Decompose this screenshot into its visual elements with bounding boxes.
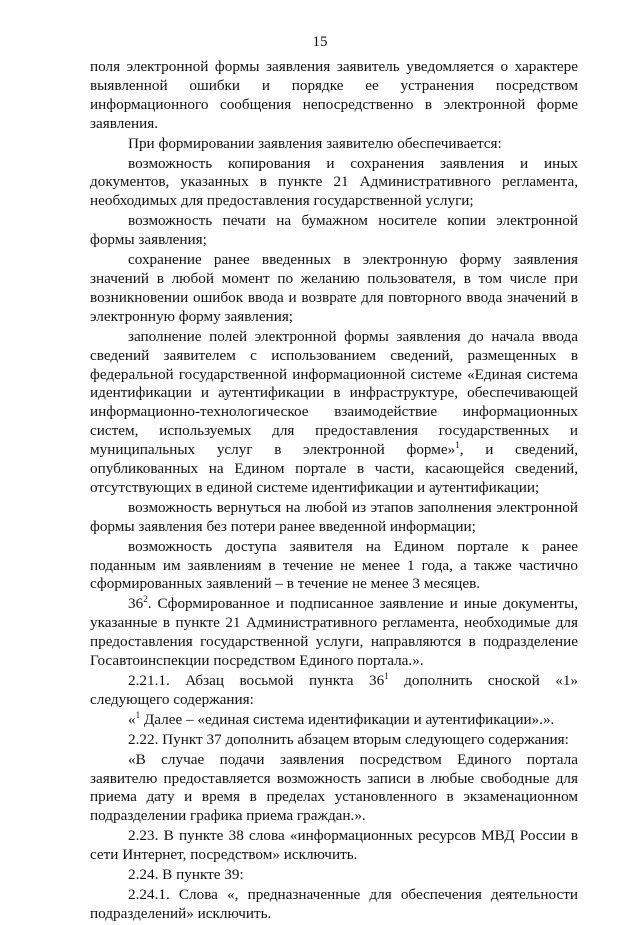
paragraph — [90, 672, 578, 710]
paragraph: возможность доступа заявителя на Едином портале к ранее поданным им заявлениям в течение не менее 1 года, а также частично сформированных заявлений – в течение не менее 3 месяцев. — [90, 537, 578, 593]
superscript: 1 — [384, 670, 389, 681]
paragraph-text: , и сведений, опубликованных на Едином портале в части, касающейся сведений, отсутствующих в единой системе идентификации и аутентификации; — [90, 441, 578, 496]
paragraph — [90, 595, 578, 671]
item-number: 36 — [128, 595, 144, 613]
paragraph: возможность копирования и сохранения заявления и иных документов, указанных в пункте 21 Административного регламента, необходимых для предоставления государственной услуги; — [90, 154, 578, 210]
paragraph: возможность вернуться на любой из этапов заполнения электронной формы заявления без потери ранее введенной информации; — [90, 498, 578, 535]
paragraph-text: Далее – «единая система идентификации и аутентификации».». — [140, 710, 555, 728]
paragraph: возможность печати на бумажном носителе копии электронной формы заявления; — [90, 212, 578, 249]
paragraph: поля электронной формы заявления заявитель уведомляется о характере выявленной ошибки и порядке ее устранения посредством информационного сообщения непосредственно в электронной форме заявления. — [90, 58, 578, 132]
paragraph-text: . Сформированное и подписанное заявление и иные документы, указанные в пункте 21 Административного регламента, необходимые для предоставления государственной услуги, направляются в подразделение Госавтоинспекции посредством Единого портала.». — [90, 595, 578, 670]
paragraph: «В случае подачи заявления посредством Единого портала заявителю предоставляется возможность записи в любые свободные для приема дату и время в пределах установленного в экзаменационном подразделении графика приема граждан.». — [90, 750, 578, 825]
footnote-marker: 1 — [455, 440, 460, 451]
paragraph-text: 2.21.1. Абзац восьмой пункта 36 — [128, 672, 385, 689]
footnote-marker: 1 — [135, 709, 141, 720]
superscript: 2 — [143, 594, 148, 605]
paragraph: 2.22. Пункт 37 дополнить абзацем вторым следующего содержания: — [128, 730, 569, 748]
paragraph: 2.23. В пункте 38 слова «информационных ресурсов МВД России в сети Интернет, посредством» исключить. — [90, 827, 578, 864]
open-quote: « — [128, 710, 136, 728]
paragraph — [90, 328, 578, 498]
paragraph: 2.24.1. Слова «, предназначенные для обеспечения деятельности подразделений» исключить. — [90, 885, 578, 922]
paragraph: 2.24. В пункте 39: — [128, 866, 244, 884]
paragraph: При формировании заявления заявителю обеспечивается: — [128, 134, 502, 152]
paragraph — [90, 711, 578, 730]
paragraph: сохранение ранее введенных в электронную форму заявления значений в любой момент по желанию пользователя, в том числе при возникновении ошибок ввода и возврате для повторного ввода значений в электронную форму заявления; — [90, 251, 578, 325]
paragraph-text: заполнение полей электронной формы заявления до начала ввода сведений заявителем с использованием сведений, размещенных в федеральной государственной информационной системе «Единая система идентификации и аутентификации в инфраструктуре, обеспечивающей информационно-технологическое взаимодействие информационных систем, используемых для предоставления государственных и муниципальных услуг в электронной форме» — [90, 327, 578, 459]
paragraph-text: дополнить сноской «1» следующего содержания: — [90, 672, 579, 708]
page-number: 15 — [312, 34, 328, 50]
document-body — [90, 58, 578, 925]
